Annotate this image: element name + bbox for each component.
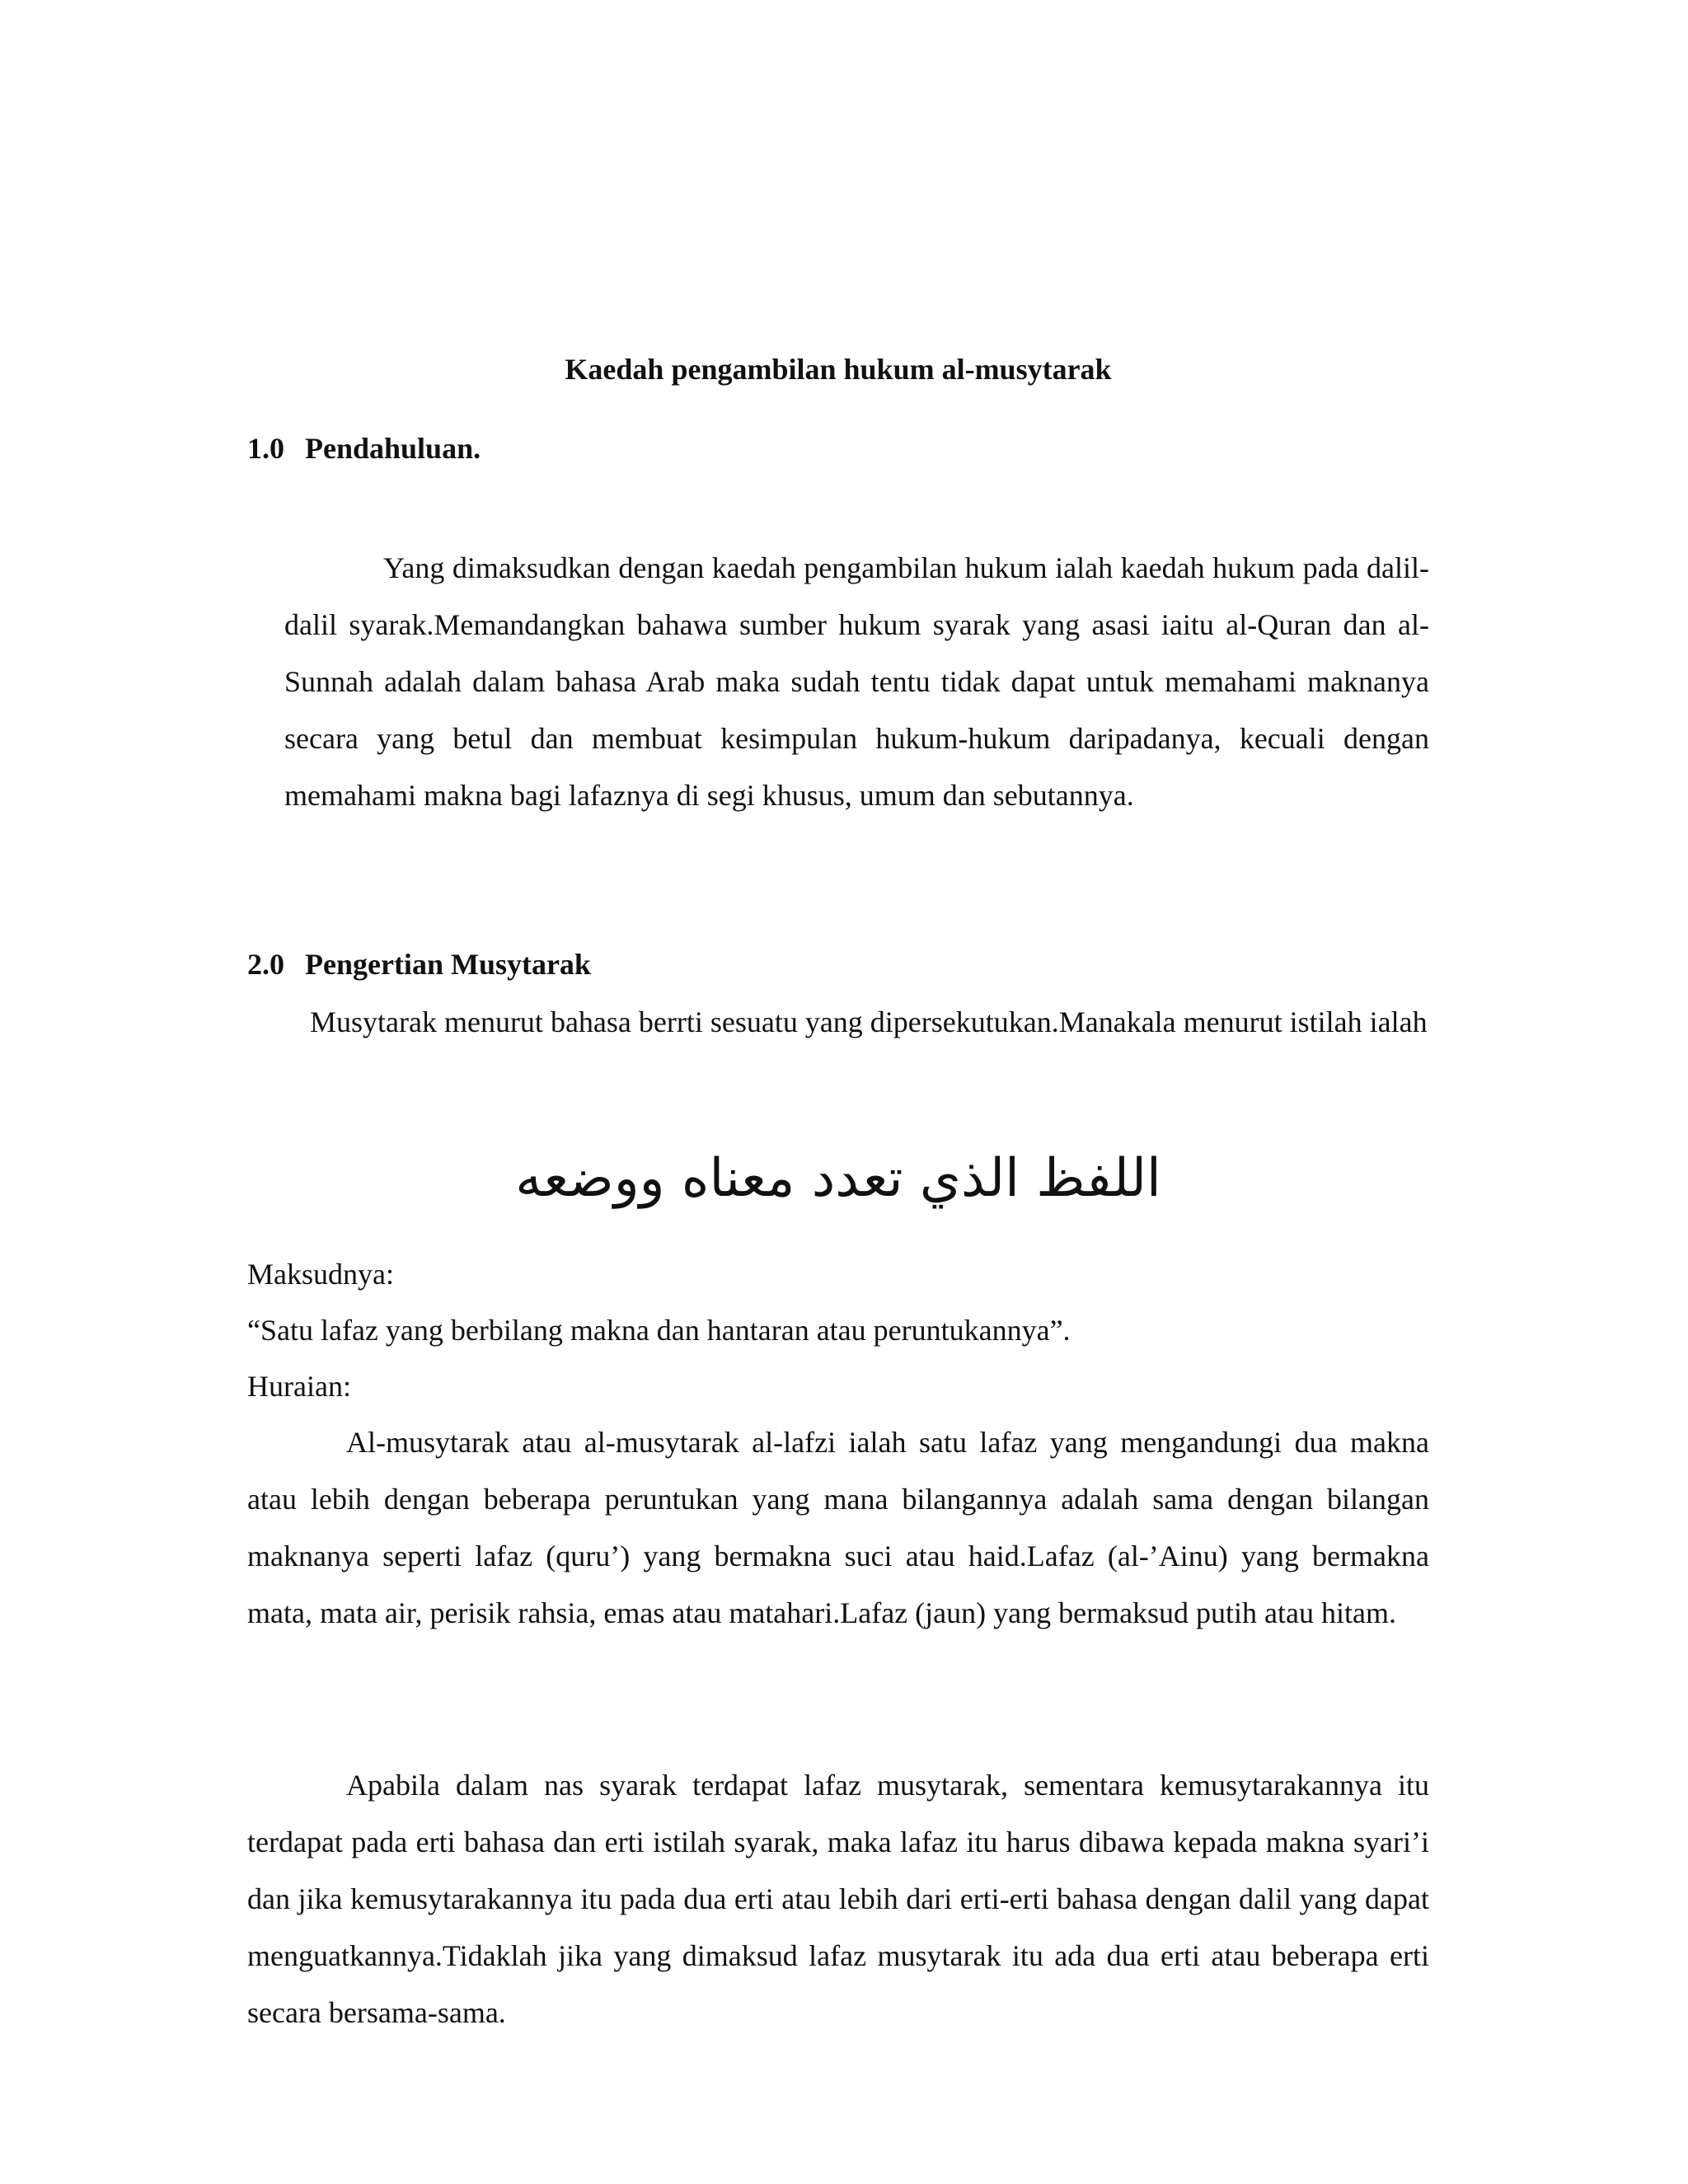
introduction-paragraph: Yang dimaksudkan dengan kaedah pengambilan hukum ialah kaedah hukum pada dalil-dalil syarak.Memandangkan bahawa sumber hukum syarak yang asasi iaitu al-Quran dan al-Sunnah adalah dalam bahasa Arab maka sudah tentu tidak dapat untuk memahami maknanya secara yang betul dan membuat kesimpulan hukum-hukum daripadanya, kecuali dengan memahami makna bagi lafaznya di segi khusus, umum dan sebutannya. [284,551,1429,812]
section-2-heading [247,943,591,986]
section-1-number: 1.0 [247,432,284,465]
maksudnya-quote: “Satu lafaz yang berbilang makna dan hantaran atau peruntukannya”. [247,1314,1071,1347]
definition-paragraph: Musytarak menurut bahasa berrti sesuatu yang dipersekutukan.Manakala menurut istilah ialah [310,1005,1428,1038]
section-2-title: Pengertian Musytarak [305,948,591,981]
section-1-title: Pendahuluan. [305,432,481,465]
document-title: Kaedah pengambilan hukum al-musytarak [565,353,1112,386]
document-page [247,0,1429,2184]
maksudnya-label: Maksudnya: [247,1258,394,1291]
apabila-paragraph: Apabila dalam nas syarak terdapat lafaz musytarak, sementara kemusytarakannya itu terdapat pada erti bahasa dan erti istilah syarak, maka lafaz itu harus dibawa kepada makna syari’i dan jika kemusytarakannya itu pada dua erti atau lebih dari erti-erti bahasa dengan dalil yang dapat menguatkannya.Tidaklah jika yang dimaksud lafaz musytarak itu ada dua erti atau beberapa erti secara bersama-sama. [247,1769,1429,2029]
section-2-number: 2.0 [247,948,284,981]
huraian-label: Huraian: [247,1370,351,1403]
huraian-paragraph: Al-musytarak atau al-musytarak al-lafzi ialah satu lafaz yang mengandungi dua makna atau lebih dengan beberapa peruntukan yang mana bilangannya adalah sama dengan bilangan maknanya seperti lafaz (quru’) yang bermakna suci atau haid.Lafaz (al-’Ainu) yang bermakna mata, mata air, perisik rahsia, emas atau matahari.Lafaz (jaun) yang bermaksud putih atau hitam. [247,1426,1429,1629]
arabic-definition: اللفظ الذي تعدد معناه ووضعه [515,1148,1161,1209]
section-1-heading [247,427,481,470]
